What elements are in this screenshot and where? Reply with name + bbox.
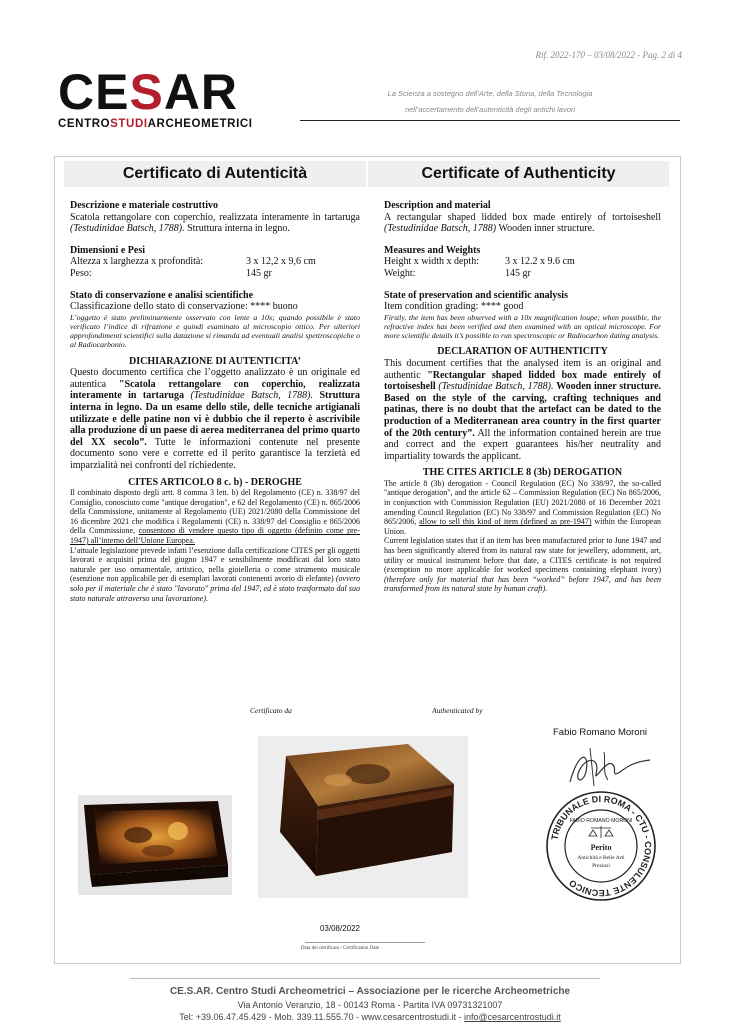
stamp-line2: Preziosi	[592, 863, 610, 869]
declaration-text: This document certifies that the analysed item is an original and authentic "Rectangular shaped lidded box made entirely of tortoiseshell (Testudinidae Batsch, 1788). Wooden inner structure. Based on the style of the carving, crafting techniques and patinas, there is no doubt that the artefact can be dated to the production of a Mediterranean area country in the first quarter of the 20th century”. All the information contained herein are true and correct and the expert guarantees his/her neutrality and impartiality towards the applicant.	[384, 357, 662, 462]
column-italian	[70, 200, 360, 603]
footer-contacts: Tel: +39.06.47.45.429 - Mob. 339.11.555.70 - www.cesarcentrostudi.it - info@cesarcentrostudi.it	[179, 1012, 561, 1022]
dimensions-row: Height x width x depth: 3 x 12.2 x 9.6 cm	[384, 256, 575, 268]
certified-by-label: Certificato da	[250, 706, 292, 715]
handwritten-signature	[560, 742, 660, 790]
analysis-note: L’oggetto è stato preliminarmente osservato con lente a 10x; quando possibile è stato verificato l’indice di rifrazione e quindi esaminato al microscopio ottico. Per ulteriori approfondimenti scientifici sulla datazione si rimanda ad eventuali analisi spettroscopiche o al Radiocarbonio.	[70, 312, 360, 350]
authenticated-by-label: Authenticated by	[432, 706, 483, 715]
signer-name: Fabio Romano Moroni	[553, 727, 647, 738]
header-divider	[300, 120, 680, 121]
stamp-ring-text: TRIBUNALE DI ROMA - CTU - CONSULENTE TECNICO	[549, 793, 654, 899]
dimensions-row: Altezza x larghezza x profondità: 3 x 12,2 x 9,6 cm	[70, 256, 316, 268]
declaration-heading: DICHIARAZIONE DI AUTENTICITA’	[129, 355, 301, 367]
description-heading: Description and material	[384, 200, 491, 211]
date-underline	[305, 942, 425, 943]
weight-row: Peso: 145 gr	[70, 267, 272, 279]
declaration-heading: DECLARATION OF AUTHENTICITY	[437, 346, 608, 358]
title-en: Certificate of Authenticity	[368, 161, 669, 187]
description-heading: Descrizione e materiale costruttivo	[70, 200, 218, 211]
tagline: La Scienza a sostegno dell’Arte, della Storia, della Tecnologia nell’accertamento dell’autenticità degli antichi lavori	[387, 89, 593, 114]
footer-divider	[130, 978, 600, 979]
footer-address: Via Antonio Veranzio, 18 - 00143 Roma - Partita IVA 09731321007	[237, 1000, 503, 1010]
stamp-line1: Antichità e Belle Arti	[577, 855, 625, 861]
condition-grade: Item condition grading: **** good	[384, 301, 524, 313]
dimensions-heading: Measures and Weights	[384, 244, 481, 256]
declaration-text: Questo documento certifica che l’oggetto analizzato è un originale ed autentica "Scatola rettangolare con coperchio, realizzata interamente in tartaruga (Testudinidae Batsch, 1788). Struttura interna in legno. Da un esame dello stile, delle tecniche artigianali utilizzate e delle patine non vi è dubbio che il reperto è ascrivibile alla produzione di un paese di aerea mediterranea del primo quarto del XX secolo”. Tutte le informazioni contenute nel presente documento sono vere e corrette ed il perito garantisce la terzietà ed imparzialità nei confronti del richiedente.	[70, 367, 360, 471]
email-link[interactable]: info@cesarcentrostudi.it	[464, 1012, 561, 1022]
cites-text: Il combinato disposto degli artt. 8 comma 3 lett. b) del Regolamento (CE) n. 338/97 del Consiglio, conosciuto come "antique derogation", e 62 del Regolamento (CE) n. 865/2006 della Commissione, unitamente al Regolamento (UE) 2021/2080 della Commissione del 16 dicembre 2021 che modifica i Regolamenti (CE) n. 338/97 del Consiglio e 865/2006 della Commissione, consentono di vendere questo tipo di oggetto (definito come pre-1947) all’interno dell’Unione Europea. L’attuale legislazione prevede infatti l’esenzione dalla certificazione CITES per gli oggetti lavorati e acquisiti prima del giugno 1947 e sensibilmente modificati dal loro stato naturale per uso ornamentale, artistico, nella gioielleria o come strumento musicale (esenzione non applicabile per di esemplari lavorati contenenti avorio di elefante) (ovvero solo per il materiale che è stato "lavorato" prima del 1947, ed è stato trasformato dal suo stato naturale attraverso una lavorazione).	[70, 488, 361, 603]
cesar-logo	[58, 64, 253, 130]
column-english	[384, 200, 661, 594]
cites-heading: THE CITES ARTICLE 8 (3b) DEROGATION	[422, 467, 623, 479]
stamp-name: FABIO ROMANO MORONI	[569, 818, 633, 824]
title-it: Certificato di Autenticità	[64, 161, 366, 187]
dimensions-heading: Dimensioni e Pesi	[70, 244, 145, 256]
stamp-role: Perito	[590, 843, 612, 852]
logo-subtitle: CENTROSTUDIARCHEOMETRICI	[58, 118, 253, 130]
conservation-heading: Stato di conservazione e analisi scientifiche	[70, 289, 254, 301]
tribunal-stamp	[545, 790, 657, 902]
logo-wordmark: CESAR	[58, 64, 239, 120]
cites-heading: CITES ARTICOLO 8 c. b) - DEROGHE	[128, 476, 302, 488]
certification-date-label: Data del certificato / Certification Date	[300, 946, 380, 951]
footer-organization: CE.S.AR. Centro Studi Archeometrici – Associazione per le ricerche Archeometriche	[169, 986, 571, 997]
box-photo-top	[78, 795, 232, 895]
weight-row: Weight: 145 gr	[384, 267, 531, 279]
cites-text: The article 8 (3b) derogation - Council Regulation (EC) No 338/97, the so-called "antique derogation", and the article 62 – Commission Regulation (EC) No 865/2006, in conjunction with Commission Regulation (EU) 2021/2080 of 16 December 2021 amending Council Regulation (EC) No 338/97 and Commission Regulation (EC) No 865/2006, allow to sell this kind of item (defined as pre-1947) within the European Union. Current legislation states that if an item has been manufactured prior to June 1947 and has been significantly altered from its natural raw state for jewellery, adornment, art, utility or musical instrument before that date, a CITES certificate is not required (exemption no more applicable for worked specimens containing elephant ivory) (therefore only for material that has been “worked” before 1947, and has been transformed from its natural state by human craft).	[384, 478, 662, 594]
analysis-note: Firstly, the item has been observed with a 10x magnification loupe; when possible, the refractive index has been verified and then examined with an optical microscope. For more scientific details it’s possible to run spectroscopic or Radiocarbon dating analysis.	[384, 312, 661, 341]
conservation-heading: State of preservation and scientific analysis	[384, 289, 568, 301]
certification-date: 03/08/2022	[319, 924, 361, 933]
description-text: Scatola rettangolare con coperchio, realizzata interamente in tartaruga (Testudinidae Batsch, 1788). Struttura interna in legno.	[70, 211, 360, 235]
box-photo-angle	[258, 736, 468, 898]
description-text: A rectangular shaped lidded box made entirely of tortoiseshell (Testudinidae Batsch, 1788) Wooden inner structure.	[384, 211, 661, 235]
condition-grade: Classificazione dello stato di conservazione: **** buono	[70, 301, 298, 313]
page-reference: Rif. 2022-170 – 03/08/2022 - Pag. 2 di 4	[535, 50, 682, 60]
